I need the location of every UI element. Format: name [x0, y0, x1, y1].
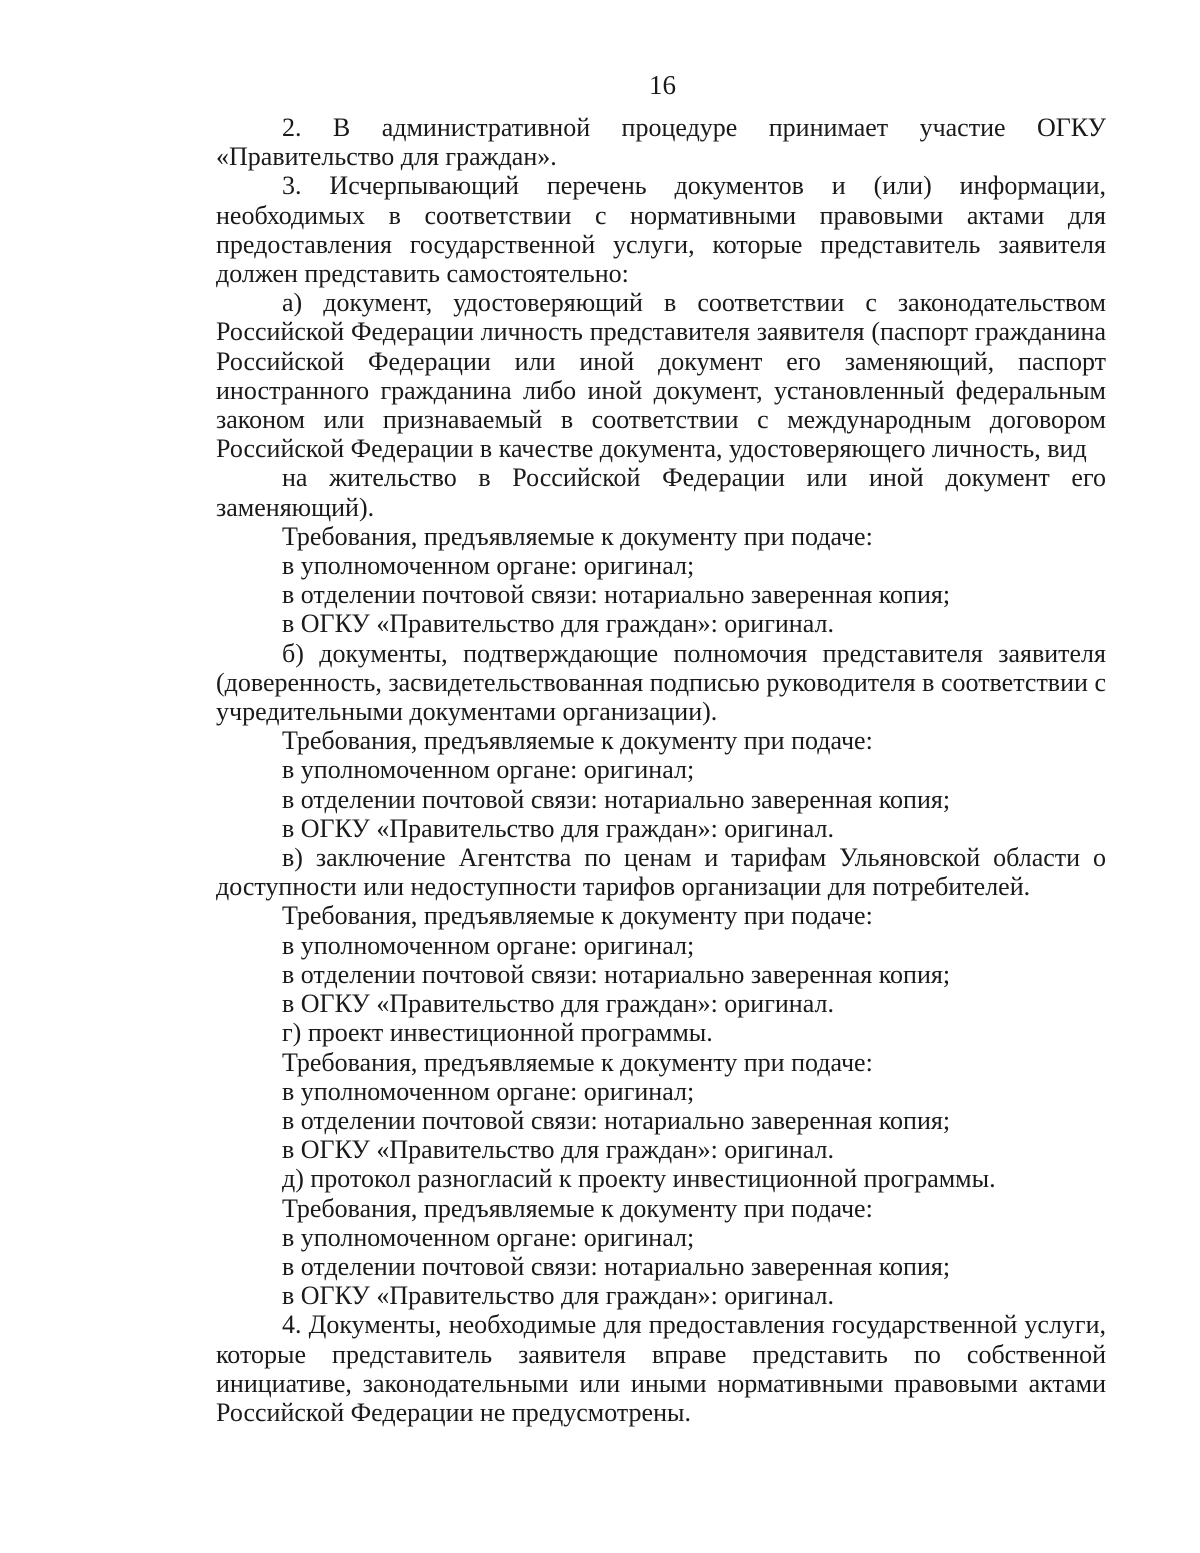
document-line: в ОГКУ «Правительство для граждан»: оригинал.: [282, 1135, 834, 1165]
document-line: в отделении почтовой связи: нотариально заверенная копия;: [282, 580, 951, 610]
document-line: в отделении почтовой связи: нотариально заверенная копия;: [282, 1105, 951, 1135]
document-paragraph: 2. В административной процедуре принимает участие ОГКУ «Правительство для граждан».: [216, 113, 1106, 172]
document-line: в отделении почтовой связи: нотариально заверенная копия;: [282, 1251, 951, 1281]
document-line: в уполномоченном органе: оригинал;: [282, 930, 695, 960]
document-line: в отделении почтовой связи: нотариально заверенная копия;: [282, 784, 951, 814]
document-line: в уполномоченном органе: оригинал;: [282, 755, 695, 785]
document-line: Требования, предъявляемые к документу при подаче:: [282, 521, 873, 551]
document-line: в ОГКУ «Правительство для граждан»: оригинал.: [282, 1281, 834, 1311]
document-line: в ОГКУ «Правительство для граждан»: оригинал.: [282, 989, 834, 1019]
document-body: [216, 113, 1106, 1427]
document-paragraph: 4. Документы, необходимые для предоставления государственной услуги, которые представитель заявителя вправе представить по собственной инициативе, законодательными или иными нормативными правовыми актами Российской Федерации не предусмотрены.: [216, 1310, 1106, 1427]
document-line: в ОГКУ «Правительство для граждан»: оригинал.: [282, 813, 834, 843]
document-line: г) проект инвестиционной программы.: [282, 1018, 713, 1048]
page-number: 16: [649, 70, 676, 100]
document-line: Требования, предъявляемые к документу при подаче:: [282, 1047, 873, 1077]
document-line: в отделении почтовой связи: нотариально заверенная копия;: [282, 959, 951, 989]
document-paragraph: а) документ, удостоверяющий в соответствии с законодательством Российской Федерации личность представителя заявителя (паспорт гражданина Российской Федерации или иной документ его заменяющий, паспорт иностранного гражданина либо иной документ, установленный федеральным законом или признаваемый в соответствии с международным договором Российской Федерации в качестве документа, удостоверяющего личность, вид: [216, 288, 1106, 464]
document-line: в уполномоченном органе: оригинал;: [282, 1222, 695, 1252]
document-line: в уполномоченном органе: оригинал;: [282, 551, 695, 581]
document-line: в ОГКУ «Правительство для граждан»: оригинал.: [282, 609, 834, 639]
document-line: д) протокол разногласий к проекту инвестиционной программы.: [282, 1164, 996, 1194]
document-paragraph: б) документы, подтверждающие полномочия представителя заявителя (доверенность, засвидетельствованная подписью руководителя в соответствии с учредительными документами организации).: [216, 638, 1106, 727]
document-paragraph: 3. Исчерпывающий перечень документов и (или) информации, необходимых в соответствии с нормативными правовыми актами для предоставления государственной услуги, которые представитель заявителя должен представить самостоятельно:: [216, 171, 1106, 289]
document-paragraph: на жительство в Российской Федерации или иной документ его заменяющий).: [216, 463, 1106, 522]
document-line: Требования, предъявляемые к документу при подаче:: [282, 726, 873, 756]
document-line: в уполномоченном органе: оригинал;: [282, 1076, 695, 1106]
document-line: Требования, предъявляемые к документу при подаче:: [282, 901, 873, 931]
document-paragraph: в) заключение Агентства по ценам и тарифам Ульяновской области о доступности или недоступности тарифов организации для потребителей.: [216, 843, 1106, 902]
document-line: Требования, предъявляемые к документу при подаче:: [282, 1193, 873, 1223]
